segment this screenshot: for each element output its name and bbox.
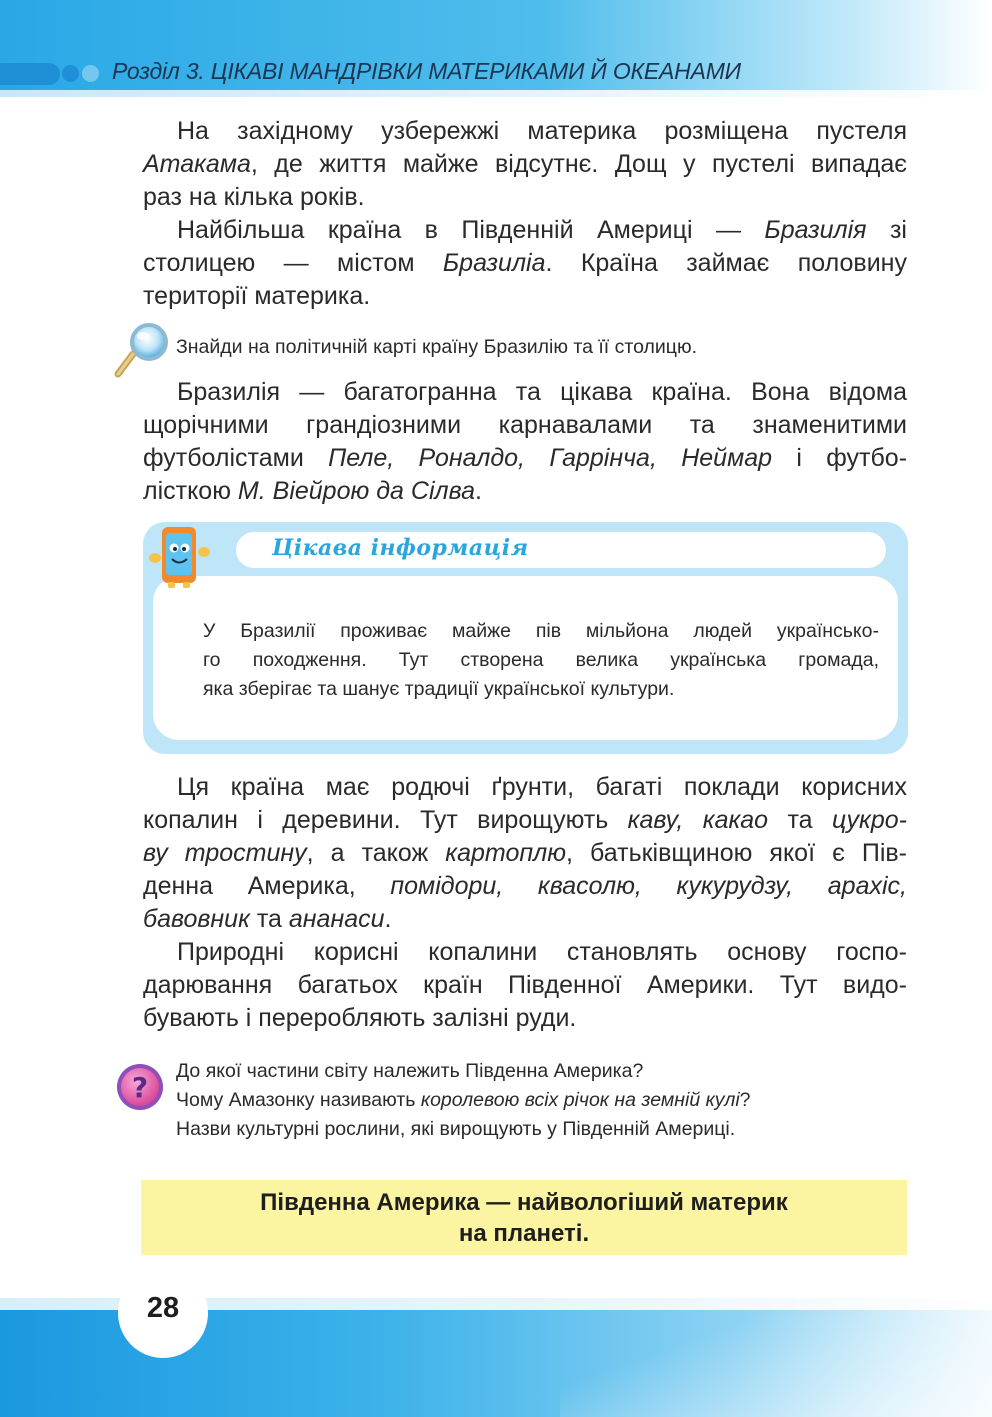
- text-line: бувають і переробляють залізні руди.: [143, 1004, 577, 1032]
- text-fragment: та: [256, 905, 282, 933]
- question-item: [176, 1086, 751, 1115]
- italic-term: Бразилія: [764, 216, 867, 244]
- italic-term: Атакама: [143, 150, 251, 178]
- italic-term: бавовник: [143, 905, 250, 933]
- tablet-mascot-icon: [148, 524, 214, 590]
- page-number: 28: [146, 1292, 180, 1324]
- text-fragment: копалин і деревини. Тут вирощують: [143, 806, 609, 834]
- text-line: Природні корисні копалини становлять основу госпо-: [177, 938, 907, 966]
- summary-box: [141, 1180, 907, 1255]
- text-line: [143, 148, 907, 181]
- text-line: яка зберігає та шанує традиції української культури.: [203, 678, 675, 700]
- text-line: [143, 870, 907, 903]
- text-fragment: ?: [739, 1089, 751, 1111]
- text-fragment: .: [475, 477, 482, 505]
- text-fragment: та: [787, 806, 813, 834]
- text-fragment: денна Америка,: [143, 872, 356, 900]
- italic-term: ву тростину: [143, 839, 307, 867]
- text-line: Бразилія — багатогранна та цікава країна. Вона відома: [177, 378, 907, 406]
- header-bar-decoration: [0, 63, 60, 85]
- text-line: раз на кілька років.: [143, 183, 365, 211]
- text-fragment: футболістами: [143, 444, 304, 472]
- text-fragment: столицею — містом: [143, 249, 415, 277]
- italic-term: ананаси: [288, 905, 385, 933]
- text-line: [143, 214, 907, 247]
- task-instruction: Знайди на політичній карті країну Бразилію та її столицю.: [176, 336, 698, 358]
- text-fragment: Найбільша країна в Південній Америці —: [177, 216, 741, 244]
- summary-line: Південна Америка — найвологіший материк: [260, 1189, 788, 1216]
- header-dot-icon: [62, 65, 79, 82]
- paragraph-resources: [143, 771, 907, 936]
- italic-term: Пеле, Роналдо, Гаррінча, Неймар: [328, 444, 773, 472]
- questions-block: [176, 1057, 751, 1144]
- text-fragment: , де життя майже відсутнє. Дощ у пустелі випадає: [250, 150, 907, 178]
- text-fragment: , батьківщиною якої є Пів-: [566, 839, 908, 867]
- text-fragment: і футбо-: [796, 444, 908, 472]
- italic-term: М. Віейрою да Сілва: [237, 477, 476, 505]
- paragraph-atacama: [143, 115, 907, 214]
- text-line: [143, 475, 907, 508]
- italic-term: картоплю: [445, 839, 567, 867]
- paragraph-brazil-fame: [143, 376, 907, 508]
- summary-line: на планеті.: [458, 1220, 590, 1247]
- question-icon: [115, 1062, 165, 1112]
- text-line: [143, 442, 907, 475]
- italic-term: цукро-: [831, 806, 907, 834]
- text-fragment: .: [384, 905, 392, 933]
- text-fragment: зі: [889, 216, 907, 244]
- italic-term: королевою всіх річок на земній кулі: [420, 1089, 740, 1111]
- info-box-text: [203, 617, 879, 704]
- italic-term: каву, какао: [627, 806, 769, 834]
- text-line: На західному узбережжі материка розміщена пустеля: [177, 117, 907, 145]
- chapter-title: Розділ 3. ЦІКАВІ МАНДРІВКИ МАТЕРИКАМИ Й ОКЕАНАМИ: [112, 58, 741, 84]
- text-line: території материка.: [143, 282, 371, 310]
- italic-term: Бразиліа: [442, 249, 546, 277]
- text-line: [143, 804, 907, 837]
- text-line: дарювання багатьох країн Південної Америки. Тут видо-: [143, 971, 907, 999]
- italic-term: помідори, квасолю, кукурудзу, арахіс,: [390, 872, 907, 900]
- svg-text:?: ?: [131, 1071, 149, 1104]
- text-fragment: Чому Амазонку називають: [176, 1089, 416, 1111]
- paragraph-minerals: [143, 936, 907, 1035]
- question-item: До якої частини світу належить Південна Америка?: [176, 1060, 644, 1082]
- magnifier-icon: [113, 322, 173, 378]
- question-item: Назви культурні рослини, які вирощують у Південній Америці.: [176, 1118, 736, 1140]
- footer-fade: [560, 1305, 992, 1417]
- text-line: го походження. Тут створена велика українська громада,: [203, 649, 879, 671]
- text-line: Ця країна має родючі ґрунти, багаті поклади корисних: [177, 773, 907, 801]
- text-line: [143, 903, 907, 936]
- text-line: [143, 837, 907, 870]
- text-fragment: , а також: [306, 839, 429, 867]
- header-dot-icon: [82, 65, 99, 82]
- text-line: У Бразилії проживає майже пів мільйона людей українсько-: [203, 620, 879, 642]
- text-fragment: лісткою: [143, 477, 231, 505]
- text-line: щорічними грандіозними карнавалами та знаменитими: [143, 411, 907, 439]
- paragraph-brazil: [143, 214, 907, 313]
- header-strip: [0, 90, 992, 97]
- info-box-title: Цікава інформація: [272, 535, 529, 561]
- text-line: [143, 247, 907, 280]
- text-fragment: . Країна займає половину: [545, 249, 907, 277]
